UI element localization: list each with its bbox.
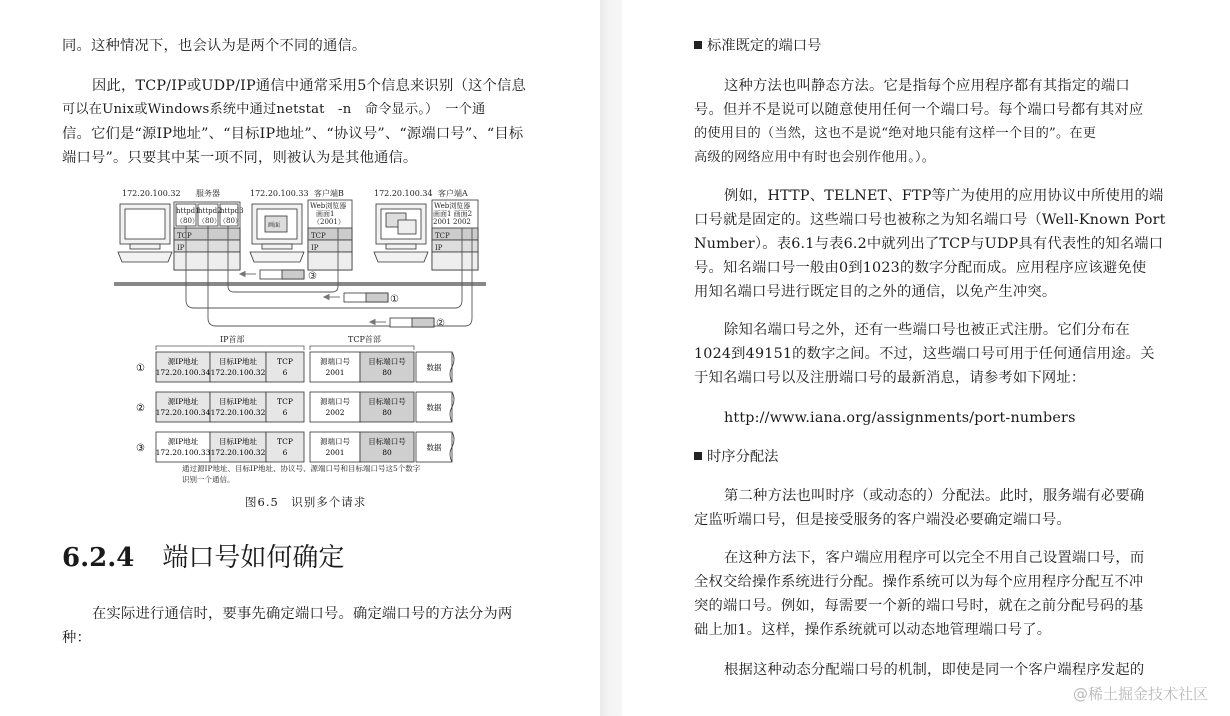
packet-field-value: 80 xyxy=(382,368,392,377)
svg-text:TCP: TCP xyxy=(311,232,326,240)
packet-field-label: 源端口号 xyxy=(320,397,350,406)
svg-text:TCP: TCP xyxy=(177,232,192,240)
svg-text:httpd1: httpd1 xyxy=(176,207,200,215)
right-para-3: 除知名端口号之外，还有一些端口号也被正式注册。它们分布在 1024到49151的数字之间。不过，这些端口号可用于任何通信用途。关 于知名端口号以及注册端口号的最新消息，请参考如下网址： xyxy=(694,322,1155,386)
packet-field-label: 目标IP地址 xyxy=(218,437,258,446)
packet-field-label: 源IP地址 xyxy=(167,437,199,446)
svg-text:Web浏览器: Web浏览器 xyxy=(434,202,471,210)
packet-field-data: 数据 xyxy=(426,443,442,452)
section-title: 端口号如何确定 xyxy=(162,543,345,573)
svg-text:TCP: TCP xyxy=(435,232,450,240)
right-para-5: 在这种方法下，客户端应用程序可以完全不用自己设置端口号，而 全权交给操作系统进行分配。操作系统可以为每个应用程序分配互不冲 突的端口号。例如，每需要一个新的端口号时，就在之前分配号码的基 础上加1。这样，操作系统就可以动态地管理端口号了。 xyxy=(694,550,1145,638)
client-a-computer xyxy=(374,204,428,262)
packet-field-value: 172.20.100.34 xyxy=(155,368,211,377)
svg-text:画面: 画面 xyxy=(268,222,281,229)
svg-text:IP: IP xyxy=(435,244,443,252)
right-para-6: 根据这种动态分配端口号的机制，即使是同一个客户端程序发起的 xyxy=(724,662,1145,678)
server-computer xyxy=(118,204,172,262)
host-name-server: 服务器 xyxy=(196,189,220,198)
packet-field-label: TCP xyxy=(277,437,293,446)
host-ip-client-a: 172.20.100.34 xyxy=(374,189,433,198)
packet-field-label: 目标端口号 xyxy=(368,357,406,366)
packet-field-value: 2001 xyxy=(325,368,345,377)
right-para-2: 例如，HTTP、TELNET、FTP等广为使用的应用协议中所使用的端 口号就是固定的。这些端口号也被称之为知名端口号（Well-Known Port Number）。表6.1与表6.2中就列出了TCP与UDP具有代表性的知名端口 号。知名端口号一般由0到1023的数字分配而成。应用程序应该避免使 用知名端口号进行既定目的之外的通信，以免产生冲突。 xyxy=(694,188,1166,300)
iana-url: http://www.iana.org/assignments/port-numbers xyxy=(724,410,1076,426)
section-number: 6.2.4 xyxy=(62,543,135,573)
packet-field-value: 6 xyxy=(282,368,288,377)
packet-field-label: TCP xyxy=(277,357,293,366)
svg-text:（80）: （80） xyxy=(176,217,199,225)
row-marker: ② xyxy=(136,403,145,414)
page-gutter xyxy=(600,0,622,716)
packet-field-data: 数据 xyxy=(426,403,442,412)
svg-text:IP: IP xyxy=(177,244,185,252)
left-para-1: 同。这种情况下，也会认为是两个不同的通信。 xyxy=(62,38,367,54)
svg-text:（80）: （80） xyxy=(219,217,242,225)
row-marker: ③ xyxy=(136,443,145,454)
left-para-3: 在实际进行通信时，要事先确定端口号。确定端口号的方法分为两 种： xyxy=(62,606,513,646)
svg-text:③: ③ xyxy=(308,271,317,282)
packet-field-value: 172.20.100.34 xyxy=(155,408,211,417)
packet-field-label: 目标IP地址 xyxy=(218,397,258,406)
packet-field-value: 2001 xyxy=(325,448,345,457)
left-page xyxy=(0,0,600,716)
packet-row xyxy=(136,352,454,382)
packet-field-label: 源IP地址 xyxy=(167,397,199,406)
packet-field-value: 6 xyxy=(282,408,288,417)
client-b-computer xyxy=(250,204,304,262)
packet-field-label: TCP xyxy=(277,397,293,406)
square-bullet-icon xyxy=(694,41,702,49)
right-page xyxy=(622,0,1230,716)
svg-text:Web浏览器: Web浏览器 xyxy=(310,202,347,210)
section-heading xyxy=(62,538,344,578)
packet-row xyxy=(136,432,454,462)
figure-caption: 图6.5 识别多个请求 xyxy=(245,495,367,509)
svg-text:识别一个通信。: 识别一个通信。 xyxy=(182,475,235,484)
left-para-2: 因此，TCP/IP或UDP/IP通信中通常采用5个信息来识别（这个信息 可以在Unix或Windows系统中通过netstat -n 命令显示。） 一个通 信。它们是“源IP地址”、“目标IP地址”、“协议号”、“源端口号”、“目标 端口号”。只要其中某一项不同，则被认为是其他通信。 xyxy=(62,78,527,166)
svg-text:TCP首部: TCP首部 xyxy=(348,335,381,344)
packet-field-value: 6 xyxy=(282,448,288,457)
packet-field-label: 源端口号 xyxy=(320,437,350,446)
packet-row xyxy=(136,392,454,422)
svg-text:②: ② xyxy=(436,318,445,329)
host-name-client-a: 客户端A xyxy=(438,189,468,198)
host-ip-client-b: 172.20.100.33 xyxy=(250,189,309,198)
packet-field-label: 源端口号 xyxy=(320,357,350,366)
watermark: @稀土掘金技术社区 xyxy=(1072,685,1208,703)
host-ip-server: 172.20.100.32 xyxy=(122,189,181,198)
packet-field-label: 目标IP地址 xyxy=(218,357,258,366)
svg-text:httpd3: httpd3 xyxy=(220,207,244,215)
packet-field-value: 172.20.100.32 xyxy=(210,408,266,417)
svg-text:httpd2: httpd2 xyxy=(198,207,222,215)
svg-text:IP首部: IP首部 xyxy=(220,335,245,344)
svg-text:（80）: （80） xyxy=(198,217,221,225)
packet-field-value: 172.20.100.33 xyxy=(155,448,211,457)
packet-field-value: 80 xyxy=(382,448,392,457)
svg-text:2001 2002: 2001 2002 xyxy=(433,218,471,226)
network-bus xyxy=(114,282,486,286)
packet-field-label: 目标端口号 xyxy=(368,437,406,446)
svg-text:通过源IP地址、目标IP地址、协议号、源端口号和目标端口号这: 通过源IP地址、目标IP地址、协议号、源端口号和目标端口号这5个数字 xyxy=(182,464,421,473)
row-marker: ① xyxy=(136,363,145,374)
figure-multiple-requests xyxy=(110,182,490,502)
svg-text:画面1 画面2: 画面1 画面2 xyxy=(433,210,473,218)
host-name-client-b: 客户端B xyxy=(314,189,344,198)
bullet-dynamic-ports: 时序分配法 xyxy=(694,445,778,469)
packet-rows xyxy=(136,352,454,462)
packet-field-value: 2002 xyxy=(325,408,345,417)
svg-text:（2001）: （2001） xyxy=(313,218,345,226)
svg-text:画面1: 画面1 xyxy=(316,210,335,218)
svg-text:①: ① xyxy=(390,294,399,305)
packet-field-value: 172.20.100.32 xyxy=(210,448,266,457)
right-para-4: 第二种方法也叫时序（或动态的）分配法。此时，服务端有必要确 定监听端口号，但是接受服务的客户端没必要确定端口号。 xyxy=(694,488,1145,528)
bullet-static-ports: 标准既定的端口号 xyxy=(694,34,821,58)
svg-text:IP: IP xyxy=(311,244,319,252)
square-bullet-icon xyxy=(694,452,702,460)
right-para-1: 这种方法也叫静态方法。它是指每个应用程序都有其指定的端口 号。但并不是说可以随意使用任何一个端口号。每个端口号都有其对应 的使用目的（当然，这也不是说“绝对地只能有这样一个目的”。在更 高级的网络应用中有时也会别作他用。）。 xyxy=(694,78,1144,165)
packet-field-label: 源IP地址 xyxy=(167,357,199,366)
packet-field-label: 目标端口号 xyxy=(368,397,406,406)
packet-field-value: 80 xyxy=(382,408,392,417)
packet-field-value: 172.20.100.32 xyxy=(210,368,266,377)
packet-field-data: 数据 xyxy=(426,363,442,372)
